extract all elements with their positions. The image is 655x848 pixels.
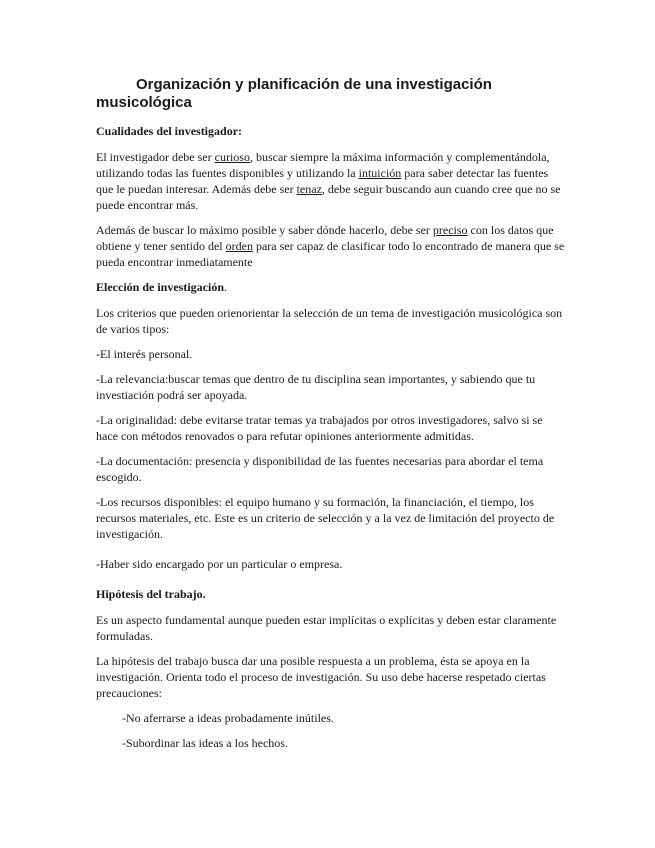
list-item: -La originalidad: debe evitarse tratar temas ya trabajados por otros investigadores, salvo si se hace con métodos renovados o para refutar opiniones anteriormente admitidas. [96,413,543,443]
text-run: El investigador debe ser [96,150,215,164]
text-run: , debe seguir buscando aun cuando cree que no se puede encontrar más. [96,182,561,212]
heading-text: Elección de investigación [96,280,224,294]
paragraph-cualidades-1 [96,149,566,213]
underlined-term-curioso: curioso [214,150,250,164]
text-run: Además de buscar lo máximo posible y saber dónde hacerlo, debe ser [96,223,433,237]
text-run: para saber detectar las fuentes que le puedan interesar. Además debe ser [96,166,549,196]
underlined-term-preciso: preciso [432,223,468,237]
list-item: -Haber sido encargado por un particular o empresa. [96,557,343,571]
paragraph-hipotesis-1: Es un aspecto fundamental aunque pueden estar implícitas o explícitas y deben estar claramente formuladas. [96,613,557,643]
text-run: para ser capaz de clasificar todo lo encontrado de manera que se pueda encontrar inmediatamente [96,239,565,269]
paragraph-hipotesis-2: La hipótesis del trabajo busca dar una posible respuesta a un problema, ésta se apoya en la investigación. Orienta todo el proceso de investigación. Su uso debe hacerse respetado ciertas precauciones: [96,654,546,700]
section-heading-eleccion [96,279,566,295]
list-item: -La relevancia:buscar temas que dentro de tu disciplina sean importantes, y sabiendo que tu investiación podrá ser apoyada. [96,372,536,402]
text-run: con los datos que obtiene y tener sentido del [96,223,554,253]
section-heading-cualidades: Cualidades del investigador: [96,124,243,138]
underlined-term-tenaz: tenaz [296,182,322,196]
paragraph-eleccion-intro: Los criterios que pueden orienorientar la selección de un tema de investigación musicológica son de varios tipos: [96,306,563,336]
document-page [96,76,566,760]
list-item: -El interés personal. [96,347,193,361]
list-item: -No aferrarse a ideas probadamente inútiles. [122,711,334,725]
list-item: -Subordinar las ideas a los hechos. [122,736,288,750]
list-item: -La documentación: presencia y disponibilidad de las fuentes necesarias para abordar el tema escogido. [96,454,544,484]
section-heading-hipotesis: Hipótesis del trabajo. [96,587,206,601]
document-title: Organización y planificación de una investigación musicológica [96,76,492,111]
underlined-term-orden: orden [225,239,253,253]
text-run: , buscar siempre la máxima información y complementándola, utilizando todas las fuentes disponibles y utilizando la [96,150,550,180]
list-item: -Los recursos disponibles: el equipo humano y su formación, la financiación, el tiempo, los recursos materiales, etc. Este es un criterio de selección y a la vez de limitación del proyecto de investigación. [96,495,555,541]
paragraph-cualidades-2 [96,222,566,270]
underlined-term-intuicion: intuición [358,166,402,180]
heading-punctuation: . [224,280,227,294]
